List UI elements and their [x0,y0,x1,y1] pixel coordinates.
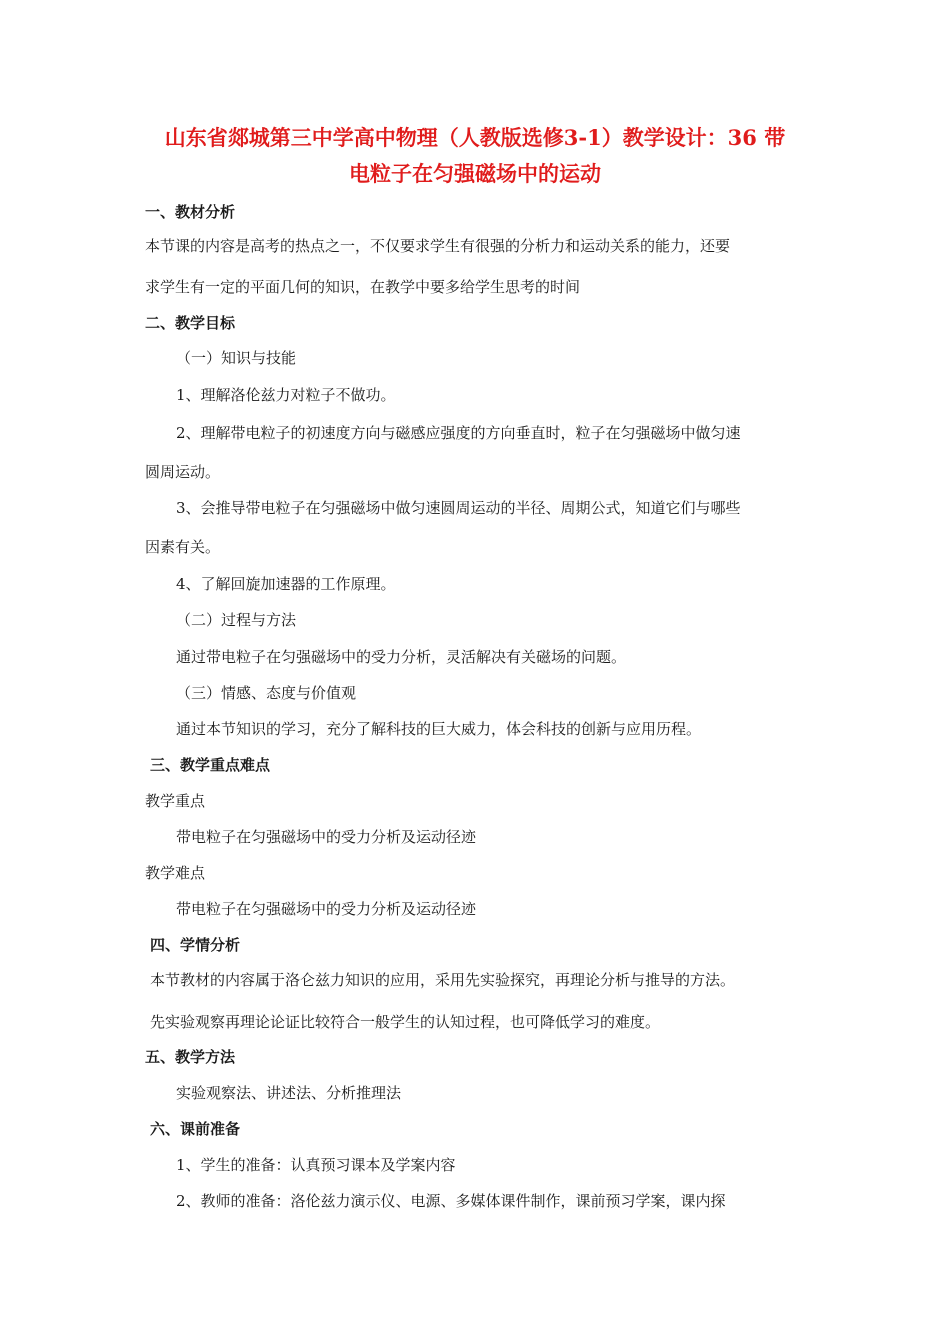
paragraph-text: 先实验观察再理论论证比较符合一般学生的认知过程，也可降低学习的难度。 [150,1013,661,1031]
paragraph-text: 带电粒子在匀强磁场中的受力分析及运动径迹 [176,828,477,846]
document-title-line-2: 电粒子在匀强磁场中的运动 [349,161,601,186]
document-title-line-1: 山东省郯城第三中学高中物理（人教版选修3-1）教学设计：36 带 [164,125,786,150]
label-difficult-point: 教学难点 [145,864,206,882]
paragraph-text: 实验观察法、讲述法、分析推理法 [176,1084,402,1102]
list-item: 2、教师的准备：洛伦兹力演示仪、电源、多媒体课件制作，课前预习学案，课内探 [176,1192,726,1210]
label-key-point: 教学重点 [145,792,206,810]
subheading-emotion-values: （三）情感、态度与价值观 [176,684,357,702]
subheading-knowledge-skills: （一）知识与技能 [176,349,297,367]
section-heading-teaching-goals: 二、教学目标 [145,314,236,332]
paragraph-text: 本节课的内容是高考的热点之一，不仅要求学生有很强的分析力和运动关系的能力，还要 [145,237,731,255]
section-heading-preparation: 六、课前准备 [150,1120,241,1138]
list-item: 1、学生的准备：认真预习课本及学案内容 [176,1156,456,1174]
paragraph-text: 通过带电粒子在匀强磁场中的受力分析，灵活解决有关磁场的问题。 [176,648,627,666]
paragraph-text: 本节教材的内容属于洛仑兹力知识的应用，采用先实验探究，再理论分析与推导的方法。 [150,971,736,989]
paragraph-text: 通过本节知识的学习，充分了解科技的巨大威力，体会科技的创新与应用历程。 [176,720,702,738]
list-item: 3、会推导带电粒子在匀强磁场中做匀速圆周运动的半径、周期公式，知道它们与哪些 [176,499,741,517]
subheading-process-method: （二）过程与方法 [176,611,297,629]
section-heading-teaching-methods: 五、教学方法 [145,1048,236,1066]
section-heading-key-difficult-points: 三、教学重点难点 [150,756,271,774]
paragraph-text: 求学生有一定的平面几何的知识，在教学中要多给学生思考的时间 [145,278,581,296]
paragraph-text: 带电粒子在匀强磁场中的受力分析及运动径迹 [176,900,477,918]
list-item: 1、理解洛伦兹力对粒子不做功。 [176,386,396,404]
section-heading-textbook-analysis: 一、教材分析 [145,203,236,221]
section-heading-student-analysis: 四、学情分析 [150,936,241,954]
list-item-continued: 因素有关。 [145,538,221,556]
list-item-continued: 圆周运动。 [145,463,221,481]
list-item: 2、理解带电粒子的初速度方向与磁感应强度的方向垂直时，粒子在匀强磁场中做匀速 [176,424,741,442]
list-item: 4、了解回旋加速器的工作原理。 [176,575,396,593]
